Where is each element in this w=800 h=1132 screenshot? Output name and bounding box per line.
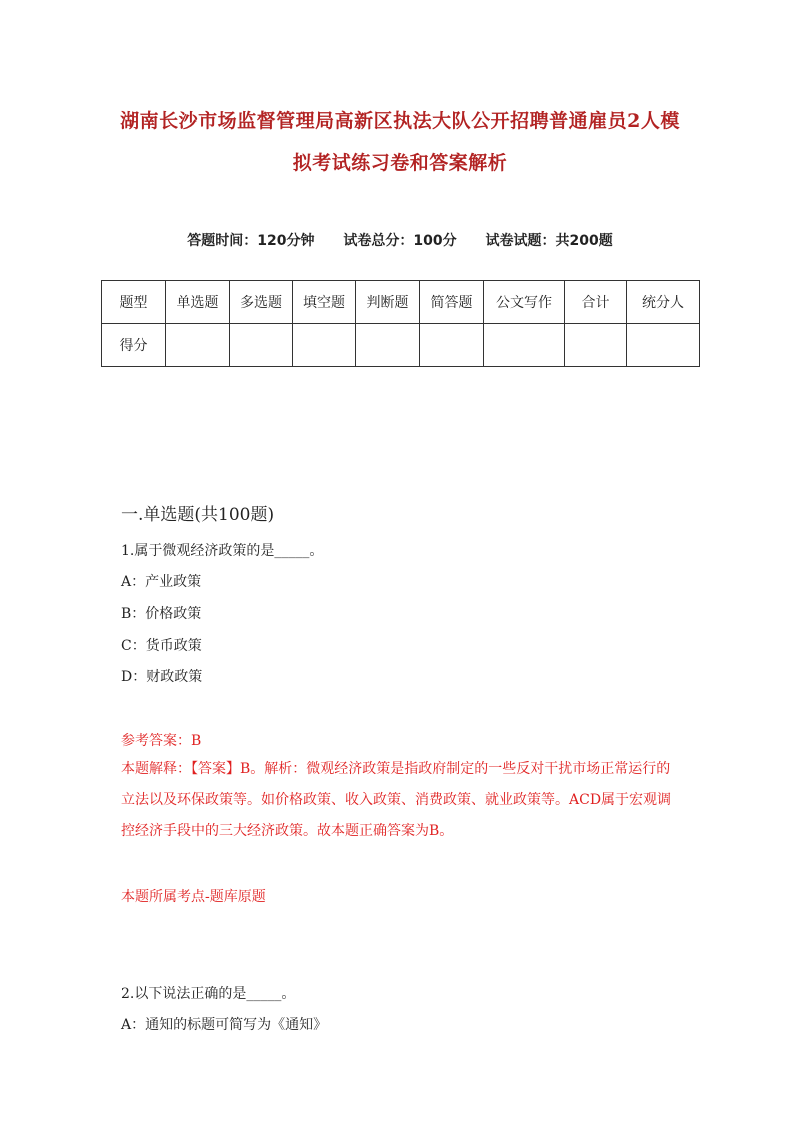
- question-1-option-b: B：价格政策: [121, 606, 202, 622]
- score-cell: [166, 324, 230, 367]
- score-table: [101, 280, 700, 367]
- score-cell: [420, 324, 484, 367]
- score-table-header-cell: 简答题: [420, 281, 484, 324]
- question-1-explanation: 本题解释：【答案】B。解析：微观经济政策是指政府制定的一些反对干扰市场正常运行的立法以及环保政策等。如价格政策、收入政策、消费政策、就业政策等。ACD属于宏观调控经济手段中的三大经济政策。故本题正确答案为B。: [121, 761, 672, 839]
- exam-meta: [0, 230, 800, 250]
- document-title-line-1: 湖南长沙市场监督管理局高新区执法大队公开招聘普通雇员2人模: [120, 110, 680, 132]
- score-table-header-cell: 统分人: [627, 281, 700, 324]
- score-table-score-row: [102, 324, 700, 367]
- question-1-option-a: A：产业政策: [121, 574, 202, 590]
- score-row-label: 得分: [102, 324, 166, 367]
- question-2-stem: 2.以下说法正确的是_____。: [121, 986, 296, 1002]
- score-cell: [230, 324, 293, 367]
- score-cell: [293, 324, 356, 367]
- question-1-answer: 参考答案：B: [121, 733, 202, 749]
- section-heading: 一.单选题(共100题): [121, 505, 275, 525]
- exam-question-count: 试卷试题：共200题: [485, 233, 613, 249]
- score-cell: [356, 324, 420, 367]
- question-1-option-d: D：财政政策: [121, 669, 203, 685]
- score-cell: [565, 324, 627, 367]
- document-title-line-2: 拟考试练习卷和答案解析: [292, 152, 508, 174]
- score-table-header-cell: 公文写作: [484, 281, 565, 324]
- score-table-header-cell: 单选题: [166, 281, 230, 324]
- score-cell: [627, 324, 700, 367]
- question-1-source: 本题所属考点-题库原题: [121, 889, 266, 905]
- exam-time: 答题时间：120分钟: [187, 233, 315, 249]
- score-table-header-row: [102, 281, 700, 324]
- question-1-stem: 1.属于微观经济政策的是_____。: [121, 543, 324, 559]
- score-table-header-cell: 合计: [565, 281, 627, 324]
- question-1-option-c: C：货币政策: [121, 638, 202, 654]
- score-table-header-cell: 多选题: [230, 281, 293, 324]
- question-2-option-a: A：通知的标题可简写为《通知》: [121, 1017, 328, 1033]
- score-table-header-cell: 判断题: [356, 281, 420, 324]
- score-table-header-cell: 填空题: [293, 281, 356, 324]
- score-table-header-cell: 题型: [102, 281, 166, 324]
- score-cell: [484, 324, 565, 367]
- exam-total-score: 试卷总分：100分: [343, 233, 457, 249]
